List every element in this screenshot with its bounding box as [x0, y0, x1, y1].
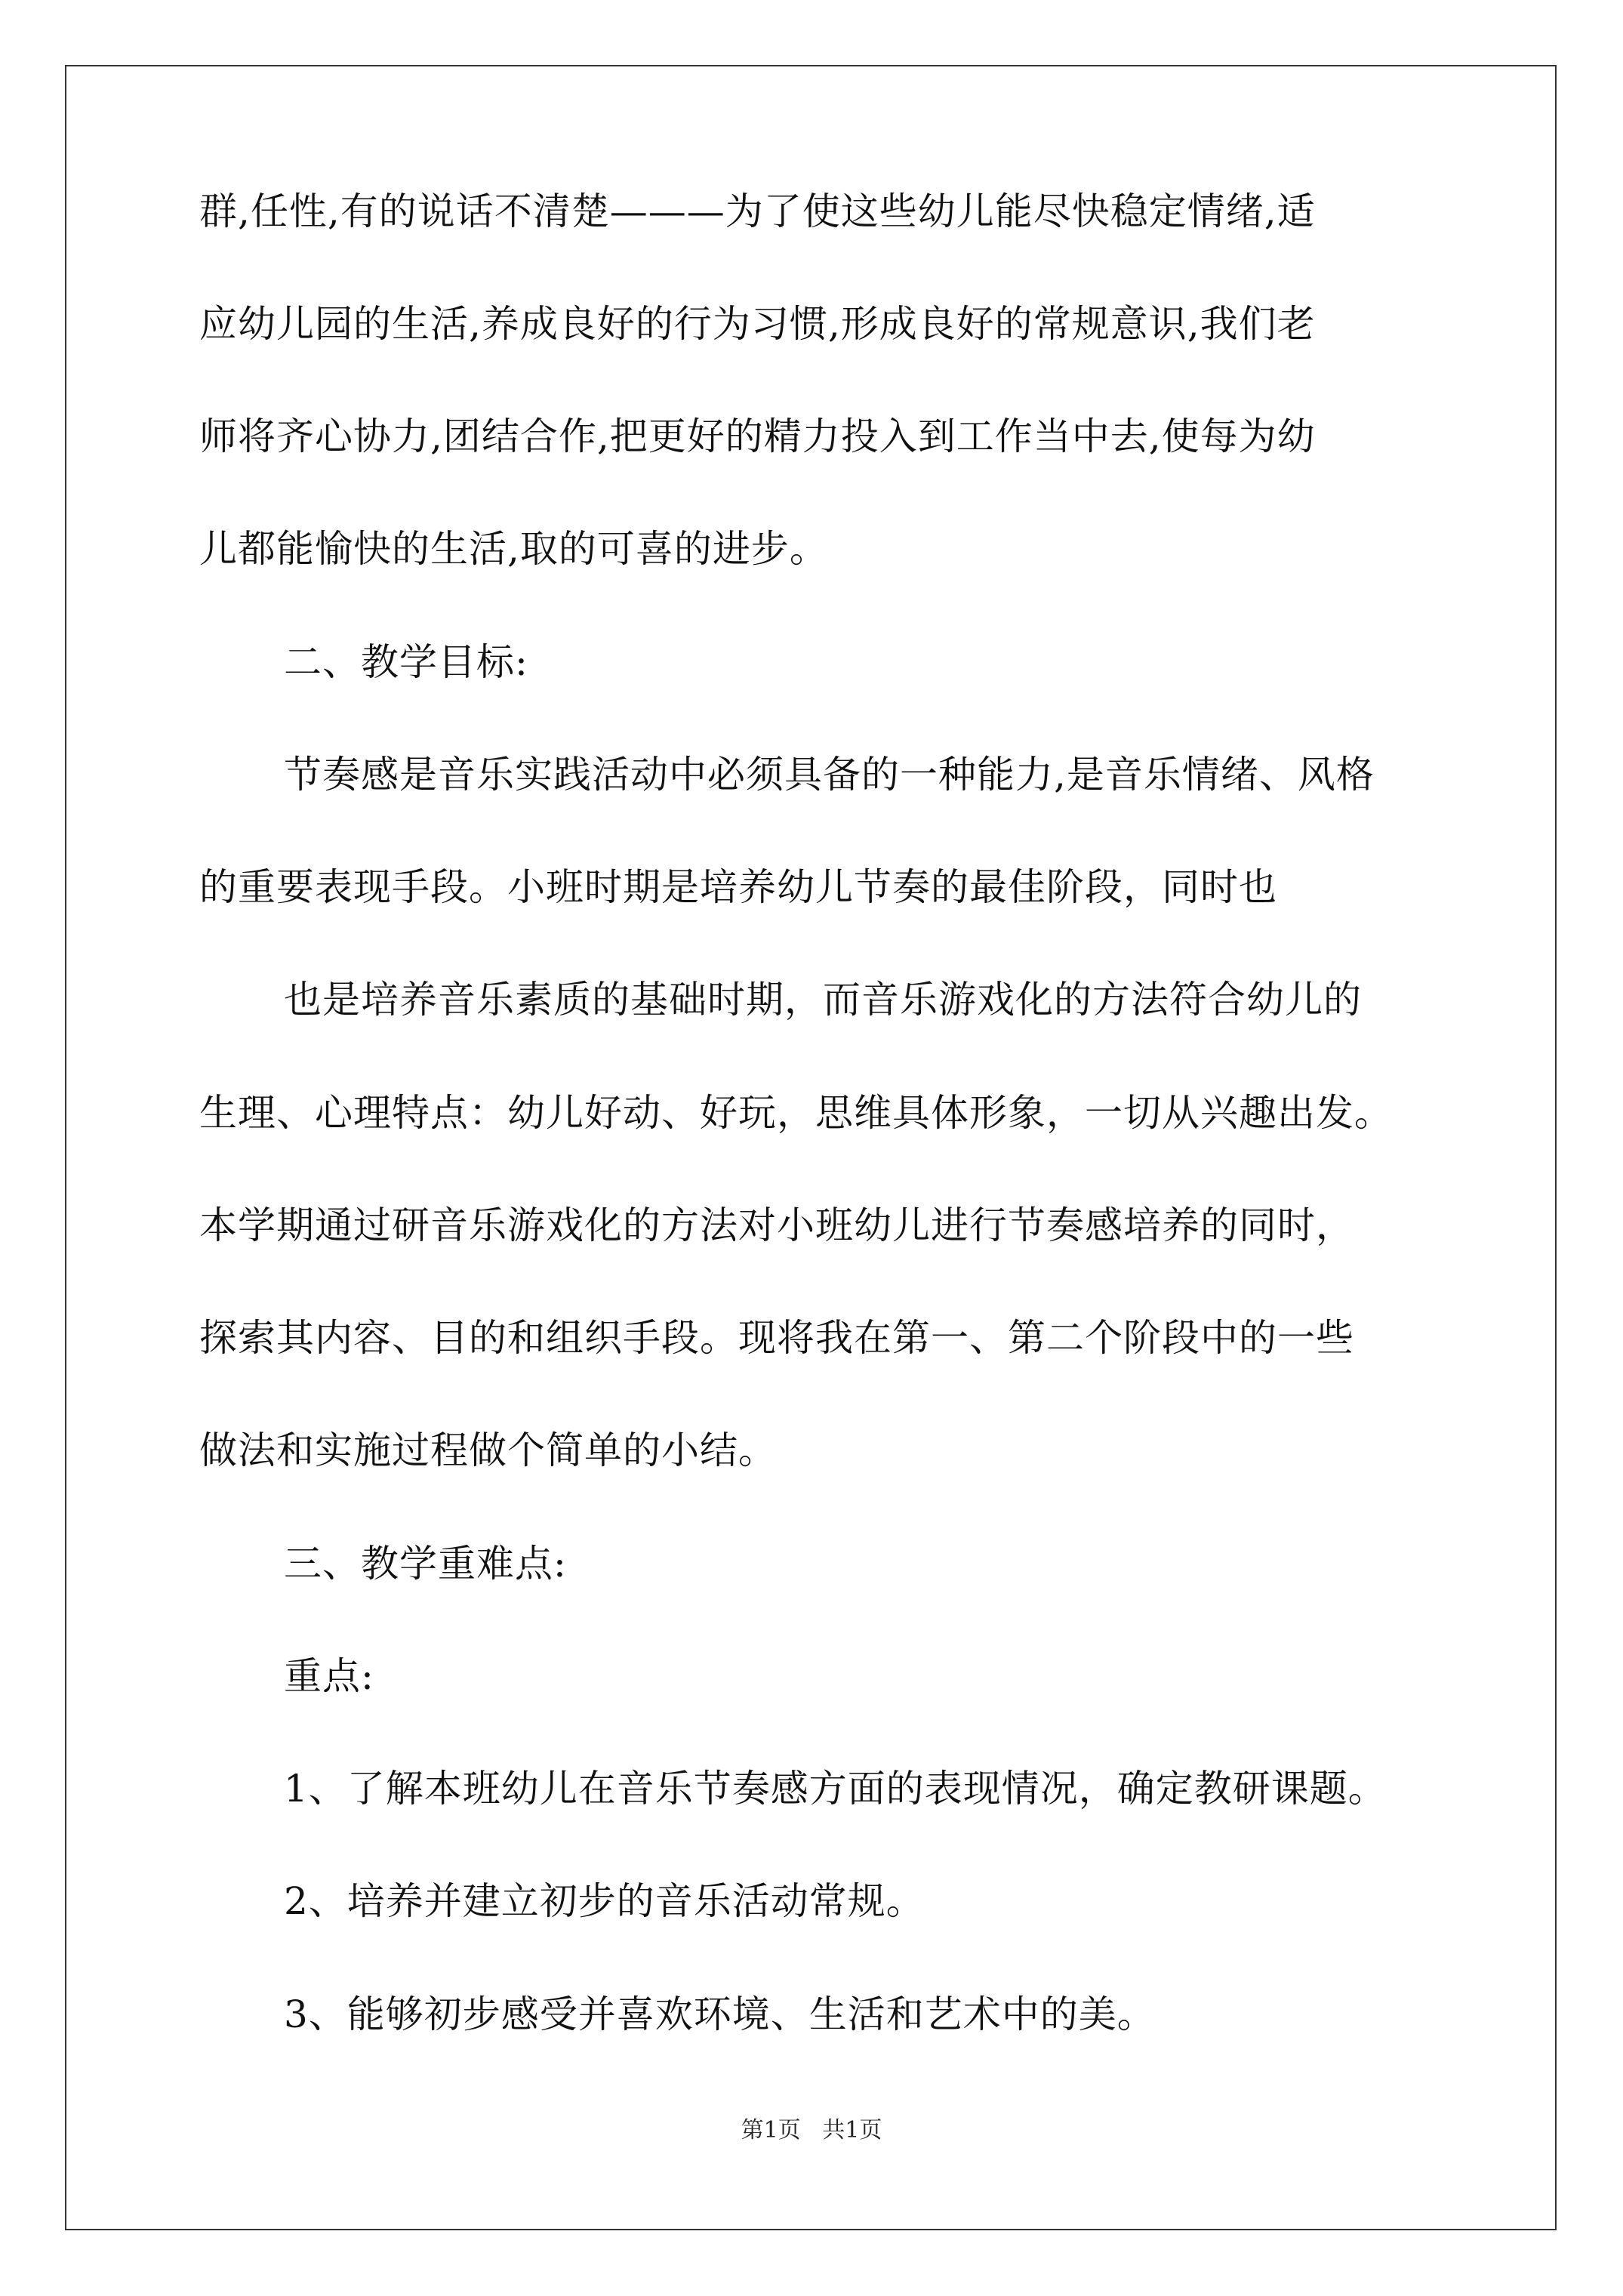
body-line-9: 生理、心理特点：幼儿好动、好玩，思维具体形象，一切从兴趣出发。	[199, 1091, 1393, 1135]
section-heading-key-points: 三、教学重难点:	[284, 1542, 567, 1586]
body-line-3: 师将齐心协力,团结合作,把更好的精力投入到工作当中去,使每为幼	[199, 415, 1316, 458]
body-line-6: 节奏感是音乐实践活动中必须具备的一种能力,是音乐情绪、风格	[284, 753, 1375, 797]
body-line-1: 群,任性,有的说话不清楚———为了使这些幼儿能尽快稳定情绪,适	[199, 190, 1316, 233]
body-line-7: 的重要表现手段。小班时期是培养幼儿节奏的最佳阶段，同时也	[199, 865, 1277, 909]
subheading-focus: 重点:	[284, 1654, 374, 1698]
body-line-2: 应幼儿园的生活,养成良好的行为习惯,形成良好的常规意识,我们老	[199, 302, 1316, 346]
list-item-1: 1、了解本班幼儿在音乐节奏感方面的表现情况，确定教研课题。	[284, 1767, 1387, 1811]
list-item-3: 3、能够初步感受并喜欢环境、生活和艺术中的美。	[284, 1992, 1156, 2036]
section-heading-teaching-goals: 二、教学目标:	[284, 640, 528, 684]
body-line-10: 本学期通过研音乐游戏化的方法对小班幼儿进行节奏感培养的同时，	[199, 1203, 1354, 1247]
body-line-11: 探索其内容、目的和组织手段。现将我在第一、第二个阶段中的一些	[199, 1316, 1354, 1360]
body-line-4: 儿都能愉快的生活,取的可喜的进步。	[199, 527, 828, 571]
list-item-2: 2、培养并建立初步的音乐活动常规。	[284, 1879, 925, 1923]
body-line-8: 也是培养音乐素质的基础时期，而音乐游戏化的方法符合幼儿的	[284, 978, 1362, 1022]
body-line-12: 做法和实施过程做个简单的小结。	[199, 1428, 777, 1472]
page-number-footer: 第1页 共1页	[741, 2117, 882, 2143]
